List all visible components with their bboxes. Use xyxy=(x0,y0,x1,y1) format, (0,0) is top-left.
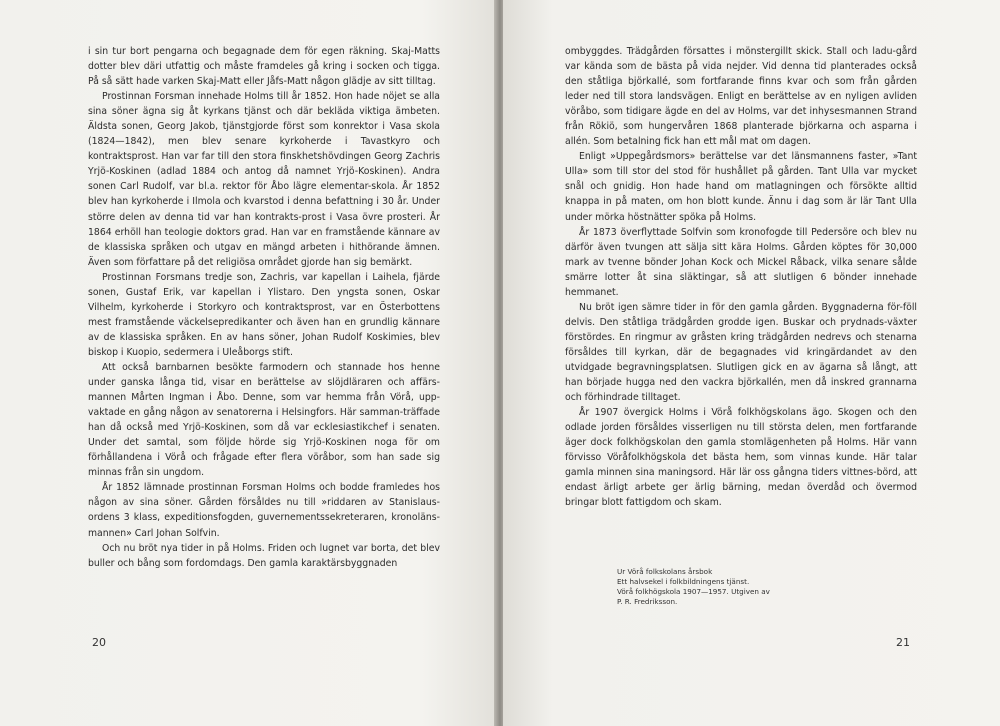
source-line: Ett halvsekel i folkbildningens tjänst. xyxy=(617,577,750,586)
paragraph: År 1907 övergick Holms i Vörå folkhögskolans ägo. Skogen och den odlade jorden försåldes visserligen nu till största delen, men fortfarande äger dock folkhögskolan den gamla stomlägenheten på Holms. Här vann förvisso Vöråfolkhögskola det bästa hem, som vinnas kunde. Här talar gamla minnen sina maningsord. Här lär oss gångna tiders vittnes-börd, att endast ärligt arbete ger ärlig bärning, medan överdåd och övermod bringar blott fattigdom och skam. xyxy=(565,407,917,509)
page-number-right: 21 xyxy=(896,636,910,649)
source-line: Ur Vörå folkskolans årsbok xyxy=(617,567,713,576)
source-citation xyxy=(617,567,867,607)
paragraph: Enligt »Uppegårdsmors» berättelse var det länsmannens faster, »Tant Ulla» som till stor del stod för hushållet på gården. Tant Ulla var mycket snål och gnidig. Hon hade hand om matlagningen och försökte alltid knappa in på maten, om hon blott kunde. Ännu i dag som är lär Tant Ulla under mörka höstnätter spöka på Holms. xyxy=(565,151,917,223)
paragraph: Prostinnan Forsman innehade Holms till år 1852. Hon hade nöjet se alla sina söner ägna sig åt kyrkans tjänst och där bekläda viktiga ämbeten. Äldsta sonen, Georg Jakob, tjänstgjorde först som konrektor i Vasa skola (1824—1842), men blev senare kyrkoherde i Tavastkyro och kontraktsprost. Han var far till den stora finskhetshövdingen Georg Zachris Yrjö-Koskinen (adlad 1884 och antog då namnet Yrjö-Koskinen). Andra sonen Carl Rudolf, var bl.a. rektor för Åbo lägre elementar-skola. År 1852 blev han kyrkoherde i Ilmola och kvarstod i denna befattning i 30 år. Under större delen av denna tid var han kontrakts-prost i Vasa övre prosteri. År 1864 erhöll han teologie doktors grad. Han var en framstående kännare av de klassiska språken och utgav en mängd arbeten i hithörande ämnen. Även som författare på det religiösa området gjorde han sig bemärkt. xyxy=(88,91,440,268)
paragraph: År 1852 lämnade prostinnan Forsman Holms och bodde framledes hos någon av sina söner. Gården försåldes nu till »riddaren av Stanislaus-ordens 3 klass, expeditionsfogden, guvernementssekreteraren, kronoläns-mannen» Carl Johan Solfvin. xyxy=(88,482,440,539)
source-line: Vörå folkhögskola 1907—1957. Utgiven av xyxy=(617,587,770,596)
paragraph: År 1873 överflyttade Solfvin som kronofogde till Pedersöre och blev nu därför även tvungen att sälja sitt kära Holms. Gården köptes för 30,000 mark av tvenne bönder Johan Kock och Mickel Råback, vilka senare sålde smärre lotter åt sina släktingar, så att slutligen 6 bönder innehade hemmanet. xyxy=(565,226,917,298)
paragraph: ombyggdes. Trädgården försattes i mönstergillt skick. Stall och ladu-gård var kända som de bästa på vida nejder. Vid denna tid planterades också den ståtliga björkallé, som fortfarande finns kvar och som från gården leder ned till stora landsvägen. Enligt en berättelse av en nyligen avliden vöråbo, som tidigare ägde en del av Holms, var det inhysesmannen Strand från Rökiö, som hungervåren 1868 planterade björkarna och asparna i allén. Som betalning fick han ett mål mat om dagen. xyxy=(565,46,917,148)
right-page xyxy=(503,0,1000,726)
paragraph: Att också barnbarnen besökte farmodern och stannade hos henne under ganska långa tid, visar en berättelse av slöjdläraren och affärs-mannen Mårten Ingman i Åbo. Denne, som var hemma från Vörå, upp-vaktade en gång någon av senatorerna i Helsingfors. Här samman-träffade han då också med Yrjö-Koskinen, som då var ecklesiastikchef i senaten. Under det samtal, som följde hörde sig Yrjö-Koskinen noga för om förhållandena i Vörå och frågade efter flera vöråbor, som han sade sig minnas från sin ungdom. xyxy=(88,361,440,479)
paragraph: Nu bröt igen sämre tider in för den gamla gården. Byggnaderna för-föll delvis. Den ståtliga trädgården grodde igen. Buskar och prydnads-växter förstördes. En ringmur av gråsten kring trädgården nedrevs och stenarna försåldes till kyrkan, där de begagnades vid kringärdandet av den utvidgade begravningsplatsen. Slutligen gick en av ägarna så långt, att han började hugga ned den vackra björkallén, men då inskred grannarna och förhindrade tilltaget. xyxy=(565,301,917,404)
paragraph: Och nu bröt nya tider in på Holms. Friden och lugnet var borta, det blev buller och bång som fordomdags. Den gamla karaktärsbyggnaden xyxy=(88,542,440,569)
right-page-body xyxy=(565,44,917,510)
paragraph: Prostinnan Forsmans tredje son, Zachris, var kapellan i Laihela, fjärde sonen, Gustaf Erik, var kapellan i Ylistaro. Den yngsta sonen, Oskar Vilhelm, kyrkoherde i Storkyro och kontraktsprost, var en Österbottens mest framstående väckelsepredikanter och även han en grundlig kännare av de klassiska språken. En av hans söner, Johan Rudolf Koskimies, blev biskop i Kuopio, sedermera i Uleåborgs stift. xyxy=(88,271,440,358)
source-line: P. R. Fredriksson. xyxy=(617,597,678,606)
left-page-body xyxy=(88,44,440,571)
page-number-left: 20 xyxy=(92,636,106,649)
left-page xyxy=(0,0,497,726)
paragraph: i sin tur bort pengarna och begagnade dem för egen räkning. Skaj-Matts dotter blev däri utfattig och måste framdeles gå kring i socken och tigga. På så sätt hade varken Skaj-Matt eller Jåfs-Matt någon glädje av sitt tilltag. xyxy=(88,46,440,88)
